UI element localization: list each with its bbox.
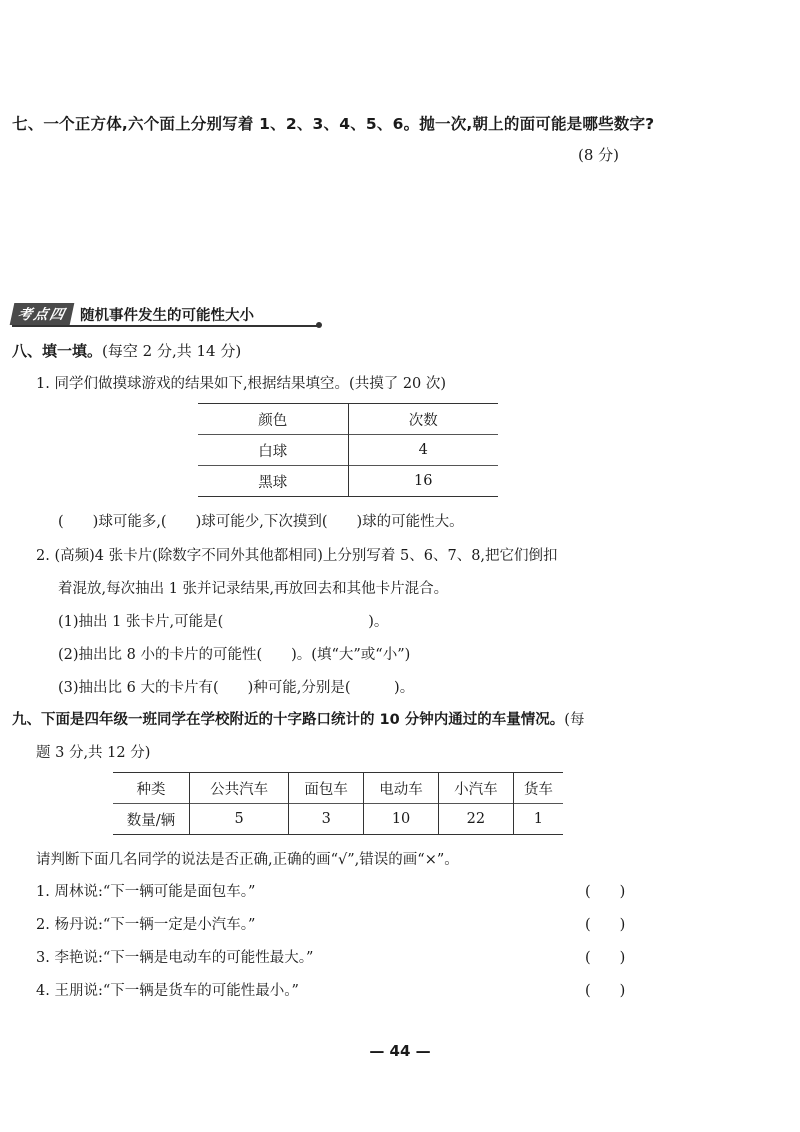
- s9-item-4: 4. 王朋说:“下一辆是货车的可能性最小。”: [36, 983, 299, 999]
- table-cell: 22: [438, 804, 513, 835]
- s8-q2-sub1: (1)抽出 1 张卡片,可能是( )。: [58, 614, 389, 630]
- table-header-cell: 小汽车: [438, 773, 513, 804]
- section-9-tail: (每: [564, 712, 585, 728]
- section-9-points: 题 3 分,共 12 分): [36, 745, 151, 761]
- answer-paren-1[interactable]: ( ): [585, 884, 626, 900]
- s8-q2-line1: 2. (高频)4 张卡片(除数字不同外其他都相同)上分别写着 5、6、7、8,把它们倒扣: [36, 548, 558, 564]
- kaodian-banner: [12, 304, 254, 324]
- question-7-points: (8 分): [578, 146, 620, 164]
- kaodian-tag: 考点四: [10, 303, 75, 325]
- kaodian-underline-dot: [316, 322, 322, 328]
- table-row: [198, 466, 498, 497]
- table-cell: 3: [289, 804, 364, 835]
- s8-q2-line2: 着混放,每次抽出 1 张并记录结果,再放回去和其他卡片混合。: [58, 581, 449, 597]
- table-header-cell: 公共汽车: [190, 773, 289, 804]
- answer-paren-4[interactable]: ( ): [585, 983, 626, 999]
- table-cell: 16: [348, 466, 498, 497]
- section-8-title: 八、填一填。: [12, 342, 103, 360]
- page-number: — 44 —: [369, 1042, 431, 1060]
- answer-paren-2[interactable]: ( ): [585, 917, 626, 933]
- table-header-cell: 货车: [513, 773, 563, 804]
- table-cell: 数量/辆: [126, 812, 176, 829]
- table-row: [113, 773, 563, 804]
- s9-instruction: 请判断下面几名同学的说法是否正确,正确的画“√”,错误的画“×”。: [36, 852, 459, 868]
- kaodian-title: 随机事件发生的可能性大小: [80, 307, 254, 324]
- table-cell: 白球: [258, 443, 288, 460]
- s8-q2-sub2: (2)抽出比 8 小的卡片的可能性( )。(填“大”或“小”): [58, 647, 411, 663]
- table-cell: 10: [364, 804, 439, 835]
- s8-q1-fill: ( )球可能多,( )球可能少,下次摸到( )球的可能性大。: [58, 514, 464, 530]
- section-8-heading: [12, 340, 241, 361]
- table-header-cell: 面包车: [289, 773, 364, 804]
- s8-q2-sub3: (3)抽出比 6 大的卡片有( )种可能,分别是( )。: [58, 680, 415, 696]
- vehicle-count-table: [113, 772, 563, 835]
- ball-results-table: [198, 403, 498, 497]
- question-7: [12, 112, 654, 134]
- table-row: [113, 804, 563, 835]
- s9-item-1: 1. 周林说:“下一辆可能是面包车。”: [36, 884, 256, 900]
- s9-item-2: 2. 杨丹说:“下一辆一定是小汽车。”: [36, 917, 256, 933]
- answer-paren-3[interactable]: ( ): [585, 950, 626, 966]
- table-header-cell: 次数: [348, 404, 498, 435]
- s9-item-3: 3. 李艳说:“下一辆是电动车的可能性最大。”: [36, 950, 314, 966]
- table-header-row: [198, 404, 498, 435]
- section-9-title: 九、下面是四年级一班同学在学校附近的十字路口统计的 10 分钟内通过的车量情况。: [12, 712, 565, 728]
- table-cell: 5: [190, 804, 289, 835]
- question-7-text: 七、一个正方体,六个面上分别写着 1、2、3、4、5、6。抛一次,朝上的面可能是哪些数字?: [12, 115, 655, 133]
- table-cell: 4: [348, 435, 498, 466]
- table-cell: 1: [513, 804, 563, 835]
- table-header-cell: 种类: [136, 781, 166, 798]
- table-row: [198, 435, 498, 466]
- section-9-heading: [12, 708, 584, 729]
- kaodian-underline: [12, 325, 318, 327]
- section-8-points: (每空 2 分,共 14 分): [102, 342, 242, 360]
- table-header-cell: 电动车: [364, 773, 439, 804]
- table-cell: 黑球: [258, 474, 288, 491]
- table-header-cell: 颜色: [258, 412, 288, 429]
- s8-q1-text: 1. 同学们做摸球游戏的结果如下,根据结果填空。(共摸了 20 次): [36, 376, 447, 392]
